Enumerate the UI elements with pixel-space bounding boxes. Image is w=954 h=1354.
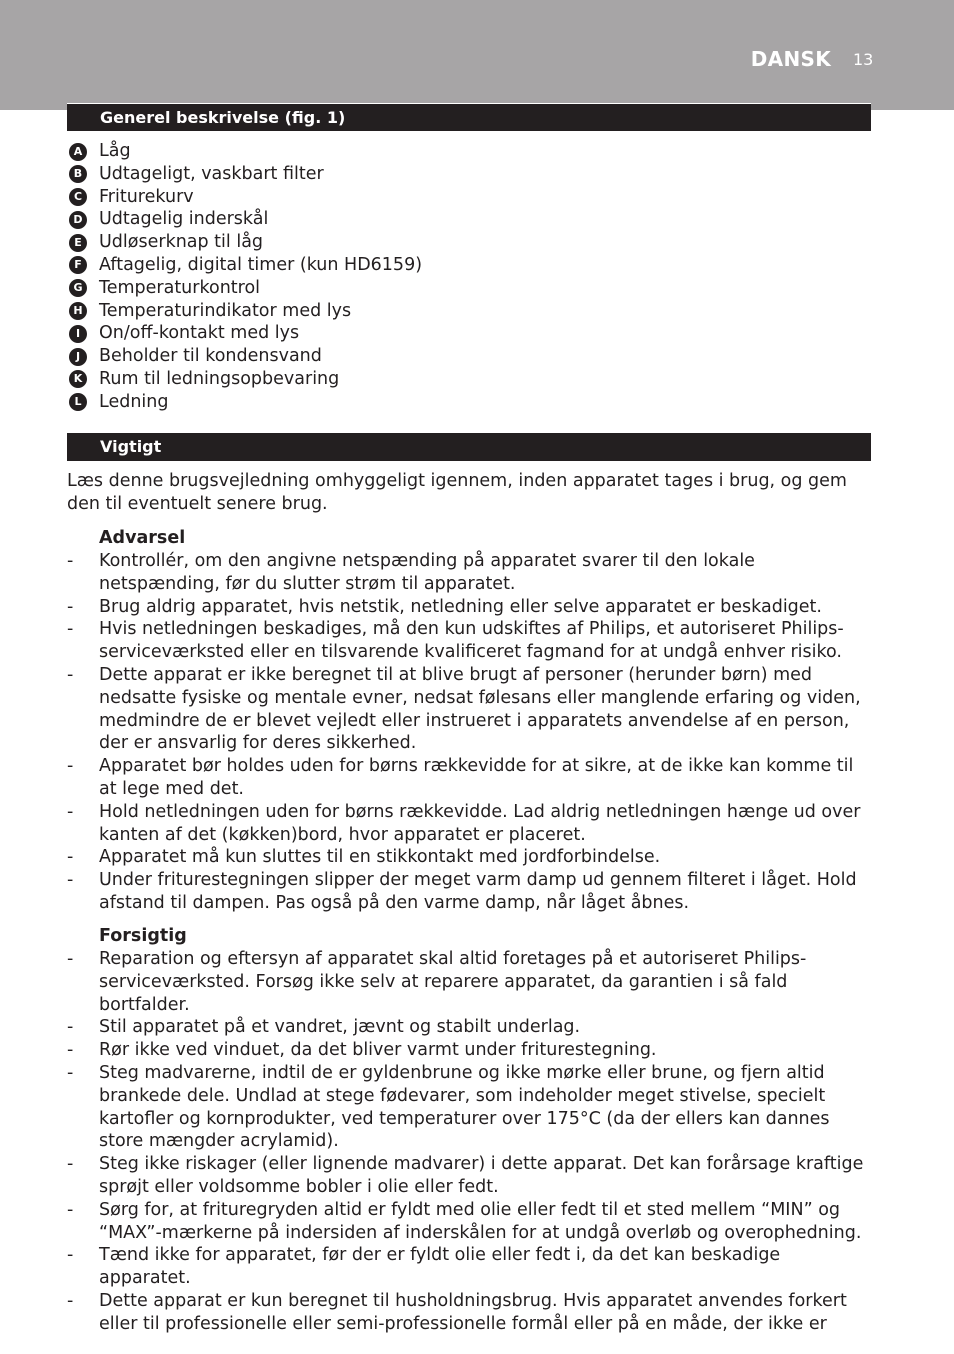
list-item (67, 140, 422, 163)
list-item: - Sørg for, at frituregryden altid er fyldt med olie eller fedt til et sted mellem “MIN” og “MAX”-mærkerne på indersiden af inderskålen for at undgå overløb og overophedning. (67, 1199, 862, 1243)
list-item (67, 322, 422, 345)
warning-text: Under friturestegningen slipper der meget varm damp ud gennem filteret i låget. Hold afstand til dampen. Pas også på den varme damp, når låget åbnes. (99, 870, 857, 913)
part-label: Udløserknap til låg (99, 232, 264, 253)
list-item (67, 345, 422, 368)
list-item: - Stil apparatet på et vandret, jævnt og stabilt underlag. (67, 1017, 581, 1038)
caution-text: Rør ikke ved vinduet, da det bliver varmt under friturestegning. (99, 1040, 657, 1061)
letter-badge: H (69, 302, 87, 320)
warning-text: Apparatet må kun sluttes til en stikkontakt med jordforbindelse. (99, 847, 661, 868)
caution-list (67, 948, 873, 1336)
list-item: - Reparation og eftersyn af apparatet skal altid foretages på et autoriseret Philips-serviceværksted. Forsøg ikke selv at reparere apparatet, da garantien i så fald bortfalder. (67, 949, 807, 1015)
letter-badge: G (69, 279, 87, 297)
warning-text: Kontrollér, om den angivne netspænding på apparatet svarer til den lokale netspænding, før du slutter strøm til apparatet. (99, 551, 755, 594)
list-item: - Steg madvarerne, indtil de er gyldenbrune og ikke mørke eller brune, og fjern altid brankede dele. Undlad at stege fødevarer, som indeholder meget stivelse, specielt kartofler og kornprodukter, ved temperaturer over 175°C (da der ellers kan dannes store mængder acrylamid). (67, 1062, 830, 1152)
warning-text: Dette apparat er ikke beregnet til at blive brugt af personer (herunder børn) med nedsatte fysiske og mentale evner, nedsat følesans eller manglende erfaring og viden, medmindre de er blevet vejledt eller instrueret i apparatets anvendelse af en person, der er ansvarlig for deres sikkerhed. (99, 664, 861, 754)
letter-badge: D (69, 211, 87, 229)
list-item (67, 277, 422, 300)
caution-text: Dette apparat er kun beregnet til husholdningsbrug. Hvis apparatet anvendes forkert eller til professionelle eller semi-professionelle formål eller på en måde, der ikke er (99, 1290, 847, 1334)
letter-badge: E (69, 234, 87, 252)
warning-text: Hvis netledningen beskadiges, må den kun udskiftes af Philips, et autoriseret Philips-serviceværksted eller en tilsvarende kvalificeret fagmand for at undgå enhver risiko. (99, 619, 844, 663)
letter-badge: K (69, 370, 87, 388)
caution-text: Tænd ikke for apparatet, før der er fyldt olie eller fedt i, da det kan beskadige apparatet. (99, 1245, 781, 1289)
page-number: 13 (853, 50, 874, 69)
caution-text: Steg madvarerne, indtil de er gyldenbrune og ikke mørke eller brune, og fjern altid brankede dele. Undlad at stege fødevarer, som indeholder meget stivelse, specielt kartofler og kornprodukter, ved temperaturer over 175°C (da der ellers kan dannes store mængder acrylamid). (99, 1062, 830, 1152)
list-item (67, 163, 422, 186)
list-item (67, 254, 422, 277)
list-item: - Steg ikke riskager (eller lignende madvarer) i dette apparat. Det kan forårsage kraftige sprøjt eller voldsomme bobler i olie eller fedt. (67, 1154, 864, 1197)
list-item: - Kontrollér, om den angivne netspænding på apparatet svarer til den lokale netspænding, før du slutter strøm til apparatet. (67, 551, 755, 594)
part-label: Låg (99, 141, 131, 161)
part-label: Friturekurv (99, 186, 194, 207)
list-item: - Brug aldrig apparatet, hvis netstik, netledning eller selve apparatet er beskadiget. (67, 596, 822, 617)
warning-text: Apparatet bør holdes uden for børns rækkevidde for at sikre, at de ikke kan komme til at lege med det. (99, 756, 854, 799)
list-item (67, 186, 422, 209)
list-item (67, 231, 422, 254)
language-label: DANSK (750, 47, 831, 71)
part-label: Rum til ledningsopbevaring (99, 368, 340, 389)
part-label: Udtageligt, vaskbart filter (99, 163, 324, 184)
list-item: - Hvis netledningen beskadiges, må den kun udskiftes af Philips, et autoriseret Philips-serviceværksted eller en tilsvarende kvalificeret fagmand for at undgå enhver risiko. (67, 619, 844, 663)
letter-badge: A (69, 143, 87, 161)
section-heading-description: Generel beskrivelse (fig. 1) (67, 103, 871, 131)
letter-badge: J (69, 348, 87, 366)
header-bar (0, 0, 954, 110)
parts-list (67, 140, 422, 414)
letter-badge: F (69, 256, 87, 274)
intro-paragraph: Læs denne brugsvejledning omhyggeligt igennem, inden apparatet tages i brug, og gem den til eventuelt senere brug. (67, 471, 847, 514)
caution-text: Reparation og eftersyn af apparatet skal altid foretages på et autoriseret Philips-serviceværksted. Forsøg ikke selv at reparere apparatet, da garantien i så fald bortfalder. (99, 949, 807, 1015)
letter-badge: L (69, 393, 87, 411)
list-item: - Apparatet må kun sluttes til en stikkontakt med jordforbindelse. (67, 847, 661, 868)
list-item (67, 300, 422, 323)
caution-text: Sørg for, at frituregryden altid er fyldt med olie eller fedt til et sted mellem “MIN” og “MAX”-mærkerne på indersiden af inderskålen for at undgå overløb og overophedning. (99, 1199, 862, 1243)
part-label: Temperaturindikator med lys (99, 300, 352, 321)
part-label: Aftagelig, digital timer (kun HD6159) (99, 254, 423, 275)
letter-badge: B (69, 165, 87, 183)
list-item (67, 368, 422, 391)
part-label: Beholder til kondensvand (99, 346, 322, 367)
warning-text: Brug aldrig apparatet, hvis netstik, netledning eller selve apparatet er beskadiget. (99, 596, 822, 617)
list-item: - Dette apparat er kun beregnet til husholdningsbrug. Hvis apparatet anvendes forkert eller til professionelle eller semi-professionelle formål eller på en måde, der ikke er (67, 1290, 847, 1334)
warning-text: Hold netledningen uden for børns rækkevidde. Lad aldrig netledningen hænge ud over kanten af det (køkken)bord, hvor apparatet er placeret. (99, 801, 861, 845)
letter-badge: C (69, 188, 87, 206)
warning-heading: Advarsel (99, 528, 186, 548)
part-label: On/off-kontakt med lys (99, 323, 300, 344)
list-item (67, 208, 422, 231)
list-item: - Under friturestegningen slipper der meget varm damp ud gennem filteret i låget. Hold afstand til dampen. Pas også på den varme damp, når låget åbnes. (67, 870, 857, 913)
section-heading-important: Vigtigt (67, 433, 871, 461)
list-item (67, 391, 422, 414)
list-item: - Apparatet bør holdes uden for børns rækkevidde for at sikre, at de ikke kan komme til at lege med det. (67, 756, 854, 799)
list-item: - Rør ikke ved vinduet, da det bliver varmt under friturestegning. (67, 1040, 657, 1061)
list-item: - Hold netledningen uden for børns rækkevidde. Lad aldrig netledningen hænge ud over kanten af det (køkken)bord, hvor apparatet er placeret. (67, 801, 861, 845)
caution-heading: Forsigtig (99, 926, 187, 946)
list-item: - Tænd ikke for apparatet, før der er fyldt olie eller fedt i, da det kan beskadige apparatet. (67, 1245, 781, 1289)
warning-list (67, 550, 873, 915)
caution-text: Steg ikke riskager (eller lignende madvarer) i dette apparat. Det kan forårsage kraftige sprøjt eller voldsomme bobler i olie eller fedt. (99, 1154, 864, 1197)
letter-badge: I (69, 325, 87, 343)
part-label: Temperaturkontrol (99, 277, 261, 298)
part-label: Udtagelig inderskål (99, 209, 269, 230)
caution-text: Stil apparatet på et vandret, jævnt og stabilt underlag. (99, 1017, 581, 1038)
list-item: - Dette apparat er ikke beregnet til at blive brugt af personer (herunder børn) med nedsatte fysiske og mentale evner, nedsat følesans eller manglende erfaring og viden, medmindre de er blevet vejledt eller instrueret i apparatets anvendelse af en person, der er ansvarlig for deres sikkerhed. (67, 664, 861, 754)
part-label: Ledning (99, 391, 169, 412)
